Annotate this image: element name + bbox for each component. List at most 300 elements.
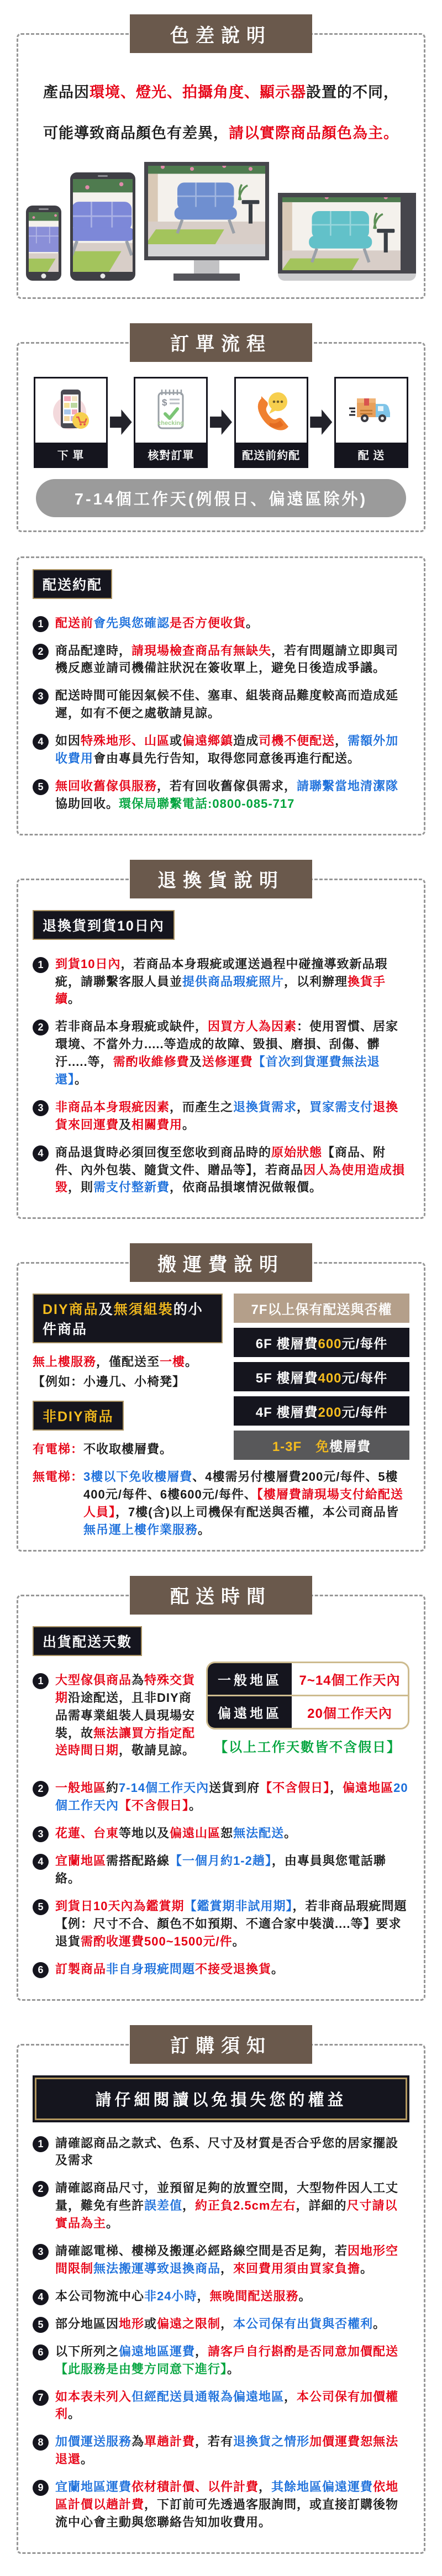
text-segment: 1-3F	[272, 1439, 302, 1455]
text-segment: 【例如：小邊几、小椅凳】	[33, 1375, 186, 1389]
text-segment: 。	[81, 2452, 94, 2467]
smartphone-small	[26, 206, 61, 281]
text-segment: 買家需支付	[309, 1100, 373, 1114]
subheader-returns-10days: 退換貨到貨10日內	[33, 910, 175, 940]
region-leadtime-table	[206, 1662, 409, 1729]
text-segment: 需酌收維修費	[113, 1055, 190, 1069]
text-segment: 本公司保有出貨與否權利	[233, 2316, 373, 2331]
checking-label: checking	[157, 419, 185, 427]
text-segment: 3樓以下免收樓層費	[83, 1470, 193, 1484]
text-segment: ，	[297, 1100, 310, 1114]
text-segment: ，由專員與您電話聯絡。	[55, 1854, 386, 1885]
purchase-notes-box	[17, 2044, 425, 2554]
item-text	[55, 955, 409, 1008]
text-segment: 無吊運上樓作業服務	[83, 1522, 198, 1537]
flow-step-place-order	[34, 377, 108, 468]
item-number-badge: 4	[33, 2289, 49, 2305]
subheader-shipping-days: 出貨配送天數	[33, 1626, 142, 1656]
item-text	[55, 2433, 409, 2468]
text-segment: 因買方人為因素	[208, 1019, 297, 1034]
text-segment: 。	[246, 616, 259, 630]
item-number-badge: 2	[33, 2181, 49, 2197]
item-text	[55, 1825, 297, 1842]
text-segment: ，	[335, 734, 348, 748]
phone-shopping-icon	[35, 378, 106, 443]
item-number-badge: 4	[33, 1145, 49, 1161]
text-segment: 恕	[220, 1826, 234, 1841]
text-segment: 配送時間可能因氣候不佳、塞車、組裝商品難度較高而造成延遲，如有不便之處敬請見諒。	[55, 688, 399, 721]
flow-step-label-verify-order: 核對訂單	[135, 443, 206, 466]
text-segment: 。	[189, 1799, 202, 1813]
text-segment: 特殊地形、山區	[81, 734, 170, 748]
text-segment: 造成	[233, 734, 259, 748]
region-row	[208, 1696, 408, 1728]
text-segment: 。	[284, 1826, 297, 1841]
text-segment: 600	[318, 1337, 342, 1352]
sofa-photo-monitor	[148, 166, 265, 244]
text-segment: 。	[232, 1934, 245, 1948]
text-segment: ，若有回收舊傢俱需求，	[157, 779, 297, 793]
monitor-base	[173, 274, 240, 281]
floor-fee-row	[234, 1294, 409, 1323]
text-segment: 會由專員先行告知，取得您同意後再進行配送。	[93, 751, 361, 765]
flow-step-label-pre-delivery-call: 配送前約配	[236, 443, 307, 466]
text-segment: 地形	[119, 2316, 145, 2331]
diy-no-upstairs-line	[33, 1353, 223, 1371]
flow-step-label-delivery: 配 送	[336, 443, 407, 466]
section-title-color-difference: 色差說明	[130, 14, 312, 53]
section-title-returns: 退換貨說明	[130, 860, 312, 898]
text-segment: ，	[220, 2316, 234, 2331]
delivery-time-list	[33, 1779, 409, 1978]
text-segment: 。	[227, 2362, 240, 2376]
text-segment: 有電梯：	[33, 1442, 84, 1457]
list-item	[33, 1671, 196, 1759]
text-segment: 需酌收運費500~1500元/件	[81, 1934, 233, 1948]
text-segment: 免	[315, 1439, 330, 1455]
order-checklist-icon-svg	[144, 384, 197, 437]
section-title-order-flow: 訂單流程	[130, 323, 312, 362]
item-number-badge: 9	[33, 2480, 49, 2496]
region-leadtime-value: 7~14個工作天內	[299, 1673, 401, 1688]
device-comparison-row	[33, 162, 409, 281]
text-segment: 【一個月約1-2趟】	[170, 1854, 272, 1868]
text-segment: 。	[106, 2216, 119, 2231]
text-segment: 一樓	[160, 1355, 186, 1369]
text-segment: 偏遠之限制	[157, 2316, 221, 2331]
list-item	[33, 2242, 409, 2278]
item-number-badge: 3	[33, 1826, 49, 1842]
item-text	[55, 2288, 312, 2305]
spacer	[0, 1219, 442, 1243]
item-text	[55, 2315, 386, 2333]
text-segment: 相關費用	[131, 1117, 183, 1132]
text-segment: 5F 樓層費	[255, 1371, 318, 1386]
text-segment: 送貨到府	[209, 1781, 260, 1795]
delivery-time-item1	[33, 1662, 196, 1769]
arrow-right-icon	[110, 409, 132, 435]
item-number-badge: 2	[33, 1781, 49, 1797]
text-segment: 及	[189, 1055, 202, 1069]
sofa-photo-small-phone	[29, 212, 59, 272]
text-segment: 到貨日10天內為鑑賞期	[55, 1899, 185, 1913]
text-segment: 樓層費	[329, 1439, 371, 1455]
text-segment: 。	[75, 1072, 88, 1086]
receipt-dollar-glyph: $	[162, 397, 167, 408]
text-segment: 如因	[55, 734, 81, 748]
list-item	[33, 2478, 409, 2531]
text-segment: 特殊交貨期	[55, 1673, 196, 1705]
text-segment: 200	[318, 1405, 342, 1421]
spacer	[0, 299, 442, 323]
text-segment: 協助回收。	[55, 796, 119, 811]
smartphone-large	[70, 172, 135, 281]
list-item	[33, 2315, 409, 2333]
text-segment: 設置的不同，	[306, 84, 399, 101]
text-segment: 沿途配送，且非DIY商品需專業組裝人員現場安裝，故	[55, 1690, 196, 1740]
text-segment: 400	[318, 1371, 342, 1386]
text-segment: 7-14個工作天內	[119, 1781, 209, 1795]
order-checklist-icon	[135, 378, 206, 443]
desktop-monitor	[144, 162, 269, 281]
delivery-time-top	[33, 1662, 409, 1769]
list-item	[33, 1825, 409, 1842]
text-segment: ，若非商品瑕疵問題【例：尺寸不合、顏色不如預期、不適合家中裝潢....等】要求退貨	[55, 1899, 407, 1948]
text-segment: 無法讓買方指定配送時間日期	[55, 1726, 196, 1758]
text-segment: 來回費用須由買家負擔	[233, 2261, 361, 2275]
text-segment: 無電梯：	[33, 1470, 84, 1484]
item-text	[55, 687, 409, 722]
text-segment: 【商品、附件、內外包裝、隨貨文件、贈品等】，若商品	[55, 1145, 386, 1177]
monitor-stand	[194, 260, 219, 274]
list-item	[33, 2288, 409, 2305]
laptop-frame	[278, 193, 416, 274]
floor-fee-table	[234, 1294, 409, 1465]
text-segment: 環境、燈光、拍攝角度、顯示器	[90, 84, 306, 101]
text-segment: 宜蘭地區運費	[55, 2480, 132, 2494]
item-text	[55, 2388, 409, 2423]
text-segment: 請確認電梯、樓梯及搬運必經路線空間是否足夠，若	[55, 2244, 348, 2258]
item-text	[55, 1671, 196, 1759]
item-number-badge: 3	[33, 1100, 49, 1116]
item-number-badge: 5	[33, 779, 49, 795]
list-item	[33, 2135, 409, 2170]
text-segment: 部分地區因	[55, 2316, 119, 2331]
spacer	[0, 532, 442, 556]
text-segment: 因地形空間限制	[55, 2244, 399, 2275]
text-segment: 7F以上保有配送與否權	[251, 1302, 392, 1318]
region-leadtime-value: 20個工作天內	[307, 1706, 392, 1721]
text-segment: ，僅配送至	[96, 1355, 160, 1369]
text-segment: ，	[220, 2261, 234, 2275]
sofa-photo-large-phone	[73, 179, 133, 272]
text-segment: 非自身瑕疵問題	[106, 1962, 196, 1976]
text-segment: 需支付整新費	[93, 1180, 170, 1195]
text-segment: 不收取樓層費。	[83, 1442, 173, 1457]
text-segment: 或	[144, 2316, 157, 2331]
text-segment: ，	[284, 2389, 297, 2404]
text-segment: 、4樓需另付樓層費200元/每件、5樓400元/每件、6樓600元/每件、	[83, 1470, 398, 1502]
item-text	[55, 1144, 409, 1197]
monitor-bezel	[148, 244, 265, 256]
text-segment: 非DIY商品	[43, 1409, 114, 1425]
text-segment: 偏遠地區運費	[119, 2344, 196, 2358]
text-segment: 約正負2.5cm左右	[195, 2199, 296, 2213]
text-segment: ，詳細的	[296, 2199, 347, 2213]
read-carefully-banner: 請仔細閱讀以免損失您的權益	[35, 2078, 407, 2120]
text-segment: 【不含假日】	[119, 1799, 190, 1813]
text-segment: 請確認商品尺寸，並預留足夠的放置空間，大型物件因人工丈量，難免有些許	[55, 2181, 399, 2213]
item-text	[55, 1852, 409, 1888]
text-segment: 加價運送服務	[55, 2435, 132, 2449]
text-segment: 誤差值	[144, 2199, 183, 2213]
text-segment: ，若有問題請立即與司機反應並請司機備註狀況在簽收單上，避免日後造成爭議。	[55, 643, 399, 675]
text-segment: 。	[185, 1355, 198, 1369]
list-item	[33, 1779, 409, 1815]
list-item	[33, 2343, 409, 2378]
order-flow-box	[17, 342, 425, 532]
flow-step-verify-order	[134, 377, 208, 468]
text-segment: 花蓮、台東	[55, 1826, 119, 1841]
purchase-notes-list	[33, 2135, 409, 2531]
item-text	[55, 732, 409, 767]
item-text	[55, 1897, 409, 1951]
arrow-right-icon	[210, 409, 232, 435]
text-segment: 【不含假日】	[260, 1781, 330, 1795]
delivery-notes-box	[17, 556, 425, 835]
text-segment: 。	[373, 2316, 386, 2331]
list-item	[33, 1897, 409, 1951]
item-number-badge: 2	[33, 1019, 49, 1035]
text-segment: 偏遠鄉鎮	[182, 734, 234, 748]
text-segment: 。	[360, 2261, 373, 2275]
text-segment: 本公司保有加價權利	[55, 2389, 399, 2421]
text-segment: DIY商品	[43, 1302, 99, 1318]
text-segment: 若非商品本身瑕疵或缺件，	[55, 1019, 208, 1034]
item-number-badge: 7	[33, 2390, 49, 2406]
phone-shopping-icon-svg	[44, 384, 97, 437]
text-segment: 需額外加收費用	[55, 734, 399, 765]
returns-box	[17, 879, 425, 1219]
item-number-badge: 8	[33, 2435, 49, 2451]
text-segment: 【此服務是由雙方同意下進行】	[55, 2362, 228, 2376]
list-item	[33, 1960, 409, 1978]
floor-fee-row	[234, 1362, 409, 1391]
item-number-badge: 2	[33, 644, 49, 660]
list-item	[33, 1144, 409, 1197]
spacer	[0, 835, 442, 860]
text-segment: 及	[119, 1117, 132, 1132]
workdays-note: 【以上工作天數皆不含假日】	[214, 1739, 401, 1755]
text-segment: 退換貨來回運費	[55, 1100, 399, 1132]
flow-step-pre-delivery-call	[234, 377, 308, 468]
text-segment: 一般地區	[55, 1781, 107, 1795]
subheader-delivery-notes: 配送約配	[33, 569, 112, 599]
text-segment: 。	[198, 1522, 211, 1537]
text-segment: 無法配送	[233, 1826, 285, 1841]
delivery-truck-icon	[336, 378, 407, 443]
text-segment: ，若商品本身瑕疵或運送過程中碰撞導致新品瑕疵，請聯繫客服人員並	[55, 956, 388, 989]
text-segment: 【鑑賞期非試用期】	[184, 1899, 293, 1913]
item-number-badge: 5	[33, 2317, 49, 2333]
text-segment: ，下訂前可先透過客服詢問，或直接訂購後物流中心會主動與您聯絡告知加收費用。	[55, 2498, 399, 2529]
text-segment: ，若有	[195, 2435, 234, 2449]
text-segment: 非商品本身瑕疵因素	[55, 1100, 170, 1114]
text-segment: ，	[330, 1781, 343, 1795]
text-segment: 請確認商品之款式、色系、尺寸及材質是否合乎您的居家擺設及需求	[55, 2136, 399, 2168]
moving-fee-left-column	[33, 1294, 223, 1465]
diy-example-line	[33, 1373, 223, 1391]
monitor-frame	[144, 162, 269, 260]
text-segment: 偏遠地區	[343, 1781, 394, 1795]
text-segment: 到貨10日內	[55, 956, 121, 971]
text-segment: 以下所列之	[55, 2344, 119, 2358]
list-item	[33, 2388, 409, 2423]
diy-products-header	[33, 1294, 223, 1343]
section-order-flow	[17, 323, 425, 532]
text-segment: 為	[131, 2435, 145, 2449]
delivery-truck-icon-svg	[345, 384, 398, 437]
text-segment: 依材積計價、以件計費	[131, 2480, 259, 2494]
list-item	[33, 955, 409, 1008]
list-item	[33, 732, 409, 767]
text-segment: 因人為使用造成損毀	[55, 1163, 406, 1195]
order-flow-steps	[34, 377, 408, 468]
item-number-badge: 4	[33, 734, 49, 750]
text-segment: 原始狀態	[271, 1145, 323, 1159]
item-text	[55, 1960, 284, 1978]
text-segment: ，依商品損壞情況做報價。	[170, 1180, 323, 1195]
color-difference-line1	[33, 80, 409, 106]
section-returns	[17, 860, 425, 1219]
list-item	[33, 777, 409, 813]
text-segment: 不接受退換貨	[195, 1962, 272, 1976]
item-number-badge: 1	[33, 957, 49, 973]
text-segment: 。	[298, 2289, 312, 2303]
text-segment: 但經配送員通報為偏遠地區	[131, 2389, 285, 2404]
section-color-difference	[17, 14, 425, 299]
text-segment: 環保局聯繫電話:0800-085-717	[119, 796, 295, 811]
floor-fee-row	[234, 1328, 409, 1357]
text-segment: 無回收舊傢俱服務	[55, 779, 157, 793]
item-number-badge: 1	[33, 1673, 49, 1689]
text-segment: 或	[170, 734, 183, 748]
item-text	[55, 2343, 409, 2378]
color-difference-line2	[33, 120, 409, 146]
text-segment	[302, 1439, 315, 1454]
text-segment: 請現場檢查商品有無缺失	[131, 643, 272, 658]
text-segment: 。	[68, 2407, 81, 2421]
text-segment: 換貨手續	[55, 974, 386, 1006]
no-elevator-body	[83, 1468, 409, 1539]
section-title-purchase-notes: 訂購須知	[130, 2025, 312, 2064]
text-segment: ，	[195, 2344, 208, 2358]
text-segment: 退換貨之情形	[233, 2435, 310, 2449]
text-segment: 配送前	[55, 616, 94, 630]
spacer	[0, 2001, 442, 2025]
no-elevator-label	[33, 1468, 83, 1539]
text-segment: 司機不便配送	[259, 734, 335, 748]
section-purchase-notes	[17, 2025, 425, 2554]
returns-list	[33, 955, 409, 1197]
text-segment: 宜蘭地區	[55, 1854, 107, 1868]
section-moving-fee	[17, 1243, 425, 1552]
item-number-badge: 3	[33, 2244, 49, 2260]
text-segment: 偏遠山區	[170, 1826, 221, 1841]
text-segment: 依地區計價以趟計費	[55, 2480, 399, 2512]
region-row	[208, 1663, 408, 1696]
item-text	[55, 1098, 409, 1134]
item-text	[55, 2179, 409, 2232]
text-segment: ，	[197, 2289, 210, 2303]
leadtime-pill: 7-14個工作天(例假日、偏遠區除外)	[36, 479, 406, 517]
text-segment: 如本表未列入	[55, 2389, 132, 2404]
text-segment: 請客戶自行斟酌是否同意加價配送	[208, 2344, 399, 2358]
text-segment: 的小件商品	[43, 1302, 203, 1338]
section-delivery-time	[17, 1576, 425, 2001]
item-text	[55, 2135, 409, 2170]
text-segment: 6F 樓層費	[255, 1337, 318, 1352]
text-segment: 商品配達時，	[55, 643, 132, 658]
text-segment: 非24小時	[144, 2289, 197, 2303]
delivery-time-table-area	[206, 1662, 409, 1755]
text-segment: 及	[98, 1302, 114, 1318]
text-segment: 提供商品瑕疵照片	[182, 974, 285, 989]
text-segment: ：使用習慣、居家環境、不當外力.....等造成的故障、毀損、磨損、刮傷、髒汙.....等，	[55, 1019, 399, 1069]
text-segment: 訂製商品	[55, 1962, 107, 1976]
no-elevator-block	[33, 1468, 409, 1539]
laptop	[278, 193, 416, 281]
text-segment: 加價運費恕無法退還	[55, 2435, 399, 2467]
list-item	[33, 2433, 409, 2468]
text-segment: 產品因	[43, 84, 90, 101]
item-text	[55, 777, 409, 813]
text-segment: 4F 樓層費	[255, 1405, 318, 1421]
section-title-moving-fee: 搬運費說明	[130, 1243, 312, 1282]
text-segment: 元/每件	[341, 1337, 388, 1352]
region-label: 偏遠地區	[208, 1696, 292, 1728]
text-segment: ，	[259, 2480, 272, 2494]
item-number-badge: 5	[33, 1899, 49, 1915]
text-segment: ，	[182, 2199, 196, 2213]
moving-fee-columns	[33, 1294, 409, 1465]
text-segment: ，以利辦理	[284, 974, 348, 989]
text-segment: 。	[271, 1962, 285, 1976]
list-item	[33, 2179, 409, 2232]
text-segment: 單趟計費	[144, 2435, 196, 2449]
text-segment: ，敬請見諒。	[119, 1743, 196, 1758]
text-segment: 無晚間配送服務	[209, 2289, 299, 2303]
text-segment: 送修運費	[202, 1055, 253, 1069]
text-segment: ，而產生之	[170, 1100, 234, 1114]
text-segment: 商品退貨時必須回復至您收到商品時的	[55, 1145, 272, 1159]
text-segment: 【首次到貨運費無法退還】	[55, 1055, 380, 1086]
text-segment: 請聯繫當地清潔隊	[297, 779, 399, 793]
item-number-badge: 1	[33, 2136, 49, 2152]
flow-step-label-place-order: 下 單	[35, 443, 106, 466]
list-item	[33, 642, 409, 677]
list-item	[33, 614, 409, 632]
phone-call-icon	[236, 378, 307, 443]
delivery-time-box	[17, 1595, 425, 2001]
text-segment: 等地以及	[119, 1826, 170, 1841]
list-item	[33, 1098, 409, 1134]
elevator-line	[33, 1441, 223, 1458]
item-text	[55, 614, 259, 632]
sofa-photo-laptop	[282, 197, 401, 270]
text-segment: 。	[182, 1117, 196, 1132]
text-segment: 退換貨需求	[233, 1100, 297, 1114]
